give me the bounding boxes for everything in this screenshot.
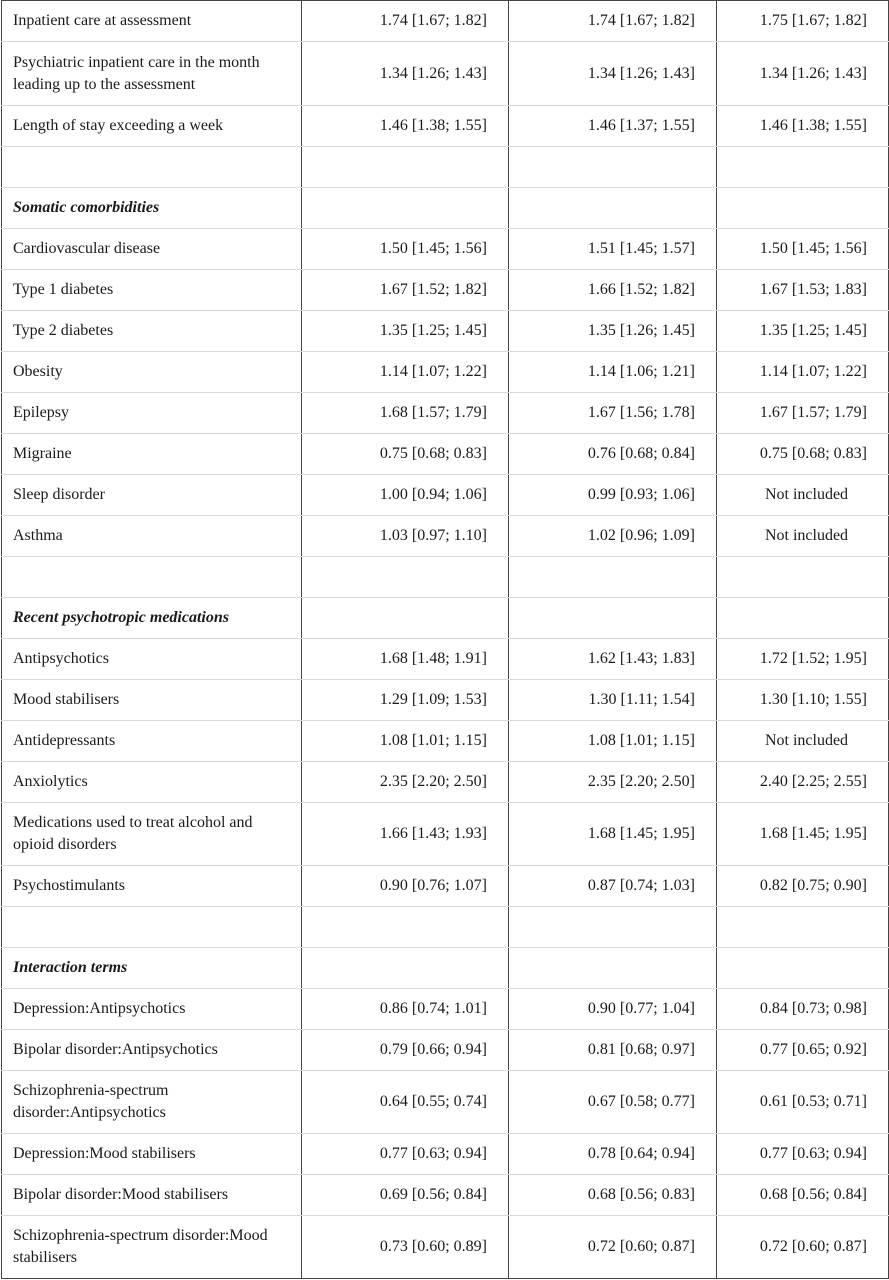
row-label: Migraine: [2, 434, 302, 475]
row-label: Antidepressants: [2, 721, 302, 762]
table-row: [2, 229, 889, 270]
model2-value: [509, 147, 717, 188]
model3-value: [717, 948, 889, 989]
model1-value: 0.90 [0.76; 1.07]: [302, 866, 509, 907]
row-label: Bipolar disorder:Mood stabilisers: [2, 1175, 302, 1216]
table-row: [2, 1071, 889, 1134]
row-label: Psychiatric inpatient care in the month leading up to the assessment: [2, 42, 302, 106]
model1-value: [302, 147, 509, 188]
model1-value: 1.74 [1.67; 1.82]: [302, 1, 509, 42]
row-label: Inpatient care at assessment: [2, 1, 302, 42]
model1-value: 1.68 [1.57; 1.79]: [302, 393, 509, 434]
model3-value: Not included: [717, 721, 889, 762]
results-table: [1, 0, 889, 1279]
model1-value: 0.86 [0.74; 1.01]: [302, 989, 509, 1030]
row-label: Bipolar disorder:Antipsychotics: [2, 1030, 302, 1071]
model1-value: [302, 598, 509, 639]
row-label: Sleep disorder: [2, 475, 302, 516]
table-row: [2, 311, 889, 352]
table-row: [2, 475, 889, 516]
model3-value: 1.30 [1.10; 1.55]: [717, 680, 889, 721]
model3-value: 0.84 [0.73; 0.98]: [717, 989, 889, 1030]
row-label: Anxiolytics: [2, 762, 302, 803]
model1-value: 1.14 [1.07; 1.22]: [302, 352, 509, 393]
model2-value: 1.30 [1.11; 1.54]: [509, 680, 717, 721]
model2-value: 1.35 [1.26; 1.45]: [509, 311, 717, 352]
model2-value: 0.90 [0.77; 1.04]: [509, 989, 717, 1030]
model3-value: 0.82 [0.75; 0.90]: [717, 866, 889, 907]
model3-value: [717, 147, 889, 188]
model1-value: 0.75 [0.68; 0.83]: [302, 434, 509, 475]
model2-value: [509, 598, 717, 639]
model2-value: 1.67 [1.56; 1.78]: [509, 393, 717, 434]
table-row: [2, 680, 889, 721]
model2-value: [509, 948, 717, 989]
model2-value: 0.67 [0.58; 0.77]: [509, 1071, 717, 1134]
model2-value: 1.14 [1.06; 1.21]: [509, 352, 717, 393]
section-heading: Recent psychotropic medications: [2, 598, 302, 639]
model3-value: Not included: [717, 475, 889, 516]
model2-value: [509, 188, 717, 229]
row-label: Obesity: [2, 352, 302, 393]
model1-value: 0.79 [0.66; 0.94]: [302, 1030, 509, 1071]
spacer-row: [2, 907, 889, 948]
model3-value: 0.75 [0.68; 0.83]: [717, 434, 889, 475]
model2-value: 1.46 [1.37; 1.55]: [509, 106, 717, 147]
row-label: Schizophrenia-spectrum disorder:Antipsychotics: [2, 1071, 302, 1134]
row-label: [2, 147, 302, 188]
spacer-row: [2, 557, 889, 598]
table-row: [2, 803, 889, 866]
model3-value: 1.46 [1.38; 1.55]: [717, 106, 889, 147]
row-label: Antipsychotics: [2, 639, 302, 680]
row-label: Mood stabilisers: [2, 680, 302, 721]
model3-value: 1.14 [1.07; 1.22]: [717, 352, 889, 393]
row-label: [2, 907, 302, 948]
row-label: Epilepsy: [2, 393, 302, 434]
model2-value: 1.66 [1.52; 1.82]: [509, 270, 717, 311]
section-heading: Somatic comorbidities: [2, 188, 302, 229]
row-label: Length of stay exceeding a week: [2, 106, 302, 147]
model3-value: 0.61 [0.53; 0.71]: [717, 1071, 889, 1134]
table-row: [2, 1175, 889, 1216]
model3-value: 0.77 [0.63; 0.94]: [717, 1134, 889, 1175]
model2-value: 0.68 [0.56; 0.83]: [509, 1175, 717, 1216]
model2-value: [509, 557, 717, 598]
model3-value: 0.72 [0.60; 0.87]: [717, 1216, 889, 1279]
model1-value: 1.35 [1.25; 1.45]: [302, 311, 509, 352]
row-label: Asthma: [2, 516, 302, 557]
row-label: Medications used to treat alcohol and opioid disorders: [2, 803, 302, 866]
model3-value: 1.67 [1.53; 1.83]: [717, 270, 889, 311]
model2-value: 0.72 [0.60; 0.87]: [509, 1216, 717, 1279]
model3-value: 1.67 [1.57; 1.79]: [717, 393, 889, 434]
table-row: [2, 1, 889, 42]
table-row: [2, 352, 889, 393]
model1-value: 1.50 [1.45; 1.56]: [302, 229, 509, 270]
model3-value: 0.77 [0.65; 0.92]: [717, 1030, 889, 1071]
model3-value: 1.35 [1.25; 1.45]: [717, 311, 889, 352]
table-row: [2, 639, 889, 680]
model1-value: 0.73 [0.60; 0.89]: [302, 1216, 509, 1279]
model2-value: 1.62 [1.43; 1.83]: [509, 639, 717, 680]
model2-value: 1.08 [1.01; 1.15]: [509, 721, 717, 762]
model1-value: [302, 907, 509, 948]
model3-value: 0.68 [0.56; 0.84]: [717, 1175, 889, 1216]
model2-value: 0.99 [0.93; 1.06]: [509, 475, 717, 516]
table-row: [2, 866, 889, 907]
model1-value: 1.66 [1.43; 1.93]: [302, 803, 509, 866]
table-row: [2, 516, 889, 557]
model1-value: 1.00 [0.94; 1.06]: [302, 475, 509, 516]
row-label: [2, 557, 302, 598]
model2-value: 0.76 [0.68; 0.84]: [509, 434, 717, 475]
table-row: [2, 721, 889, 762]
row-label: Type 1 diabetes: [2, 270, 302, 311]
table-row: [2, 393, 889, 434]
table-row: [2, 1216, 889, 1279]
model2-value: 1.02 [0.96; 1.09]: [509, 516, 717, 557]
model1-value: 1.29 [1.09; 1.53]: [302, 680, 509, 721]
model3-value: 1.68 [1.45; 1.95]: [717, 803, 889, 866]
section-heading-row: [2, 948, 889, 989]
model2-value: 1.34 [1.26; 1.43]: [509, 42, 717, 106]
model1-value: 1.68 [1.48; 1.91]: [302, 639, 509, 680]
row-label: Depression:Mood stabilisers: [2, 1134, 302, 1175]
model1-value: 1.34 [1.26; 1.43]: [302, 42, 509, 106]
model3-value: 1.72 [1.52; 1.95]: [717, 639, 889, 680]
model2-value: 1.51 [1.45; 1.57]: [509, 229, 717, 270]
model1-value: [302, 557, 509, 598]
model3-value: [717, 188, 889, 229]
table-row: [2, 1030, 889, 1071]
model3-value: 1.50 [1.45; 1.56]: [717, 229, 889, 270]
row-label: Type 2 diabetes: [2, 311, 302, 352]
model1-value: 0.77 [0.63; 0.94]: [302, 1134, 509, 1175]
model2-value: 1.68 [1.45; 1.95]: [509, 803, 717, 866]
model1-value: [302, 948, 509, 989]
model2-value: 2.35 [2.20; 2.50]: [509, 762, 717, 803]
model1-value: [302, 188, 509, 229]
model2-value: [509, 907, 717, 948]
section-heading-row: [2, 188, 889, 229]
row-label: Cardiovascular disease: [2, 229, 302, 270]
table-row: [2, 1134, 889, 1175]
table-row: [2, 42, 889, 106]
model1-value: 1.46 [1.38; 1.55]: [302, 106, 509, 147]
model3-value: [717, 557, 889, 598]
model2-value: 0.87 [0.74; 1.03]: [509, 866, 717, 907]
model2-value: 0.78 [0.64; 0.94]: [509, 1134, 717, 1175]
model1-value: 0.64 [0.55; 0.74]: [302, 1071, 509, 1134]
model2-value: 0.81 [0.68; 0.97]: [509, 1030, 717, 1071]
model1-value: 1.08 [1.01; 1.15]: [302, 721, 509, 762]
spacer-row: [2, 147, 889, 188]
section-heading-row: [2, 598, 889, 639]
model3-value: [717, 907, 889, 948]
model1-value: 0.69 [0.56; 0.84]: [302, 1175, 509, 1216]
model1-value: 1.03 [0.97; 1.10]: [302, 516, 509, 557]
table-row: [2, 270, 889, 311]
row-label: Psychostimulants: [2, 866, 302, 907]
model3-value: 1.34 [1.26; 1.43]: [717, 42, 889, 106]
model3-value: 2.40 [2.25; 2.55]: [717, 762, 889, 803]
section-heading: Interaction terms: [2, 948, 302, 989]
table-row: [2, 762, 889, 803]
model2-value: 1.74 [1.67; 1.82]: [509, 1, 717, 42]
table-row: [2, 989, 889, 1030]
model3-value: [717, 598, 889, 639]
table-row: [2, 106, 889, 147]
model1-value: 1.67 [1.52; 1.82]: [302, 270, 509, 311]
model1-value: 2.35 [2.20; 2.50]: [302, 762, 509, 803]
row-label: Depression:Antipsychotics: [2, 989, 302, 1030]
model3-value: Not included: [717, 516, 889, 557]
row-label: Schizophrenia-spectrum disorder:Mood stabilisers: [2, 1216, 302, 1279]
table-row: [2, 434, 889, 475]
model3-value: 1.75 [1.67; 1.82]: [717, 1, 889, 42]
